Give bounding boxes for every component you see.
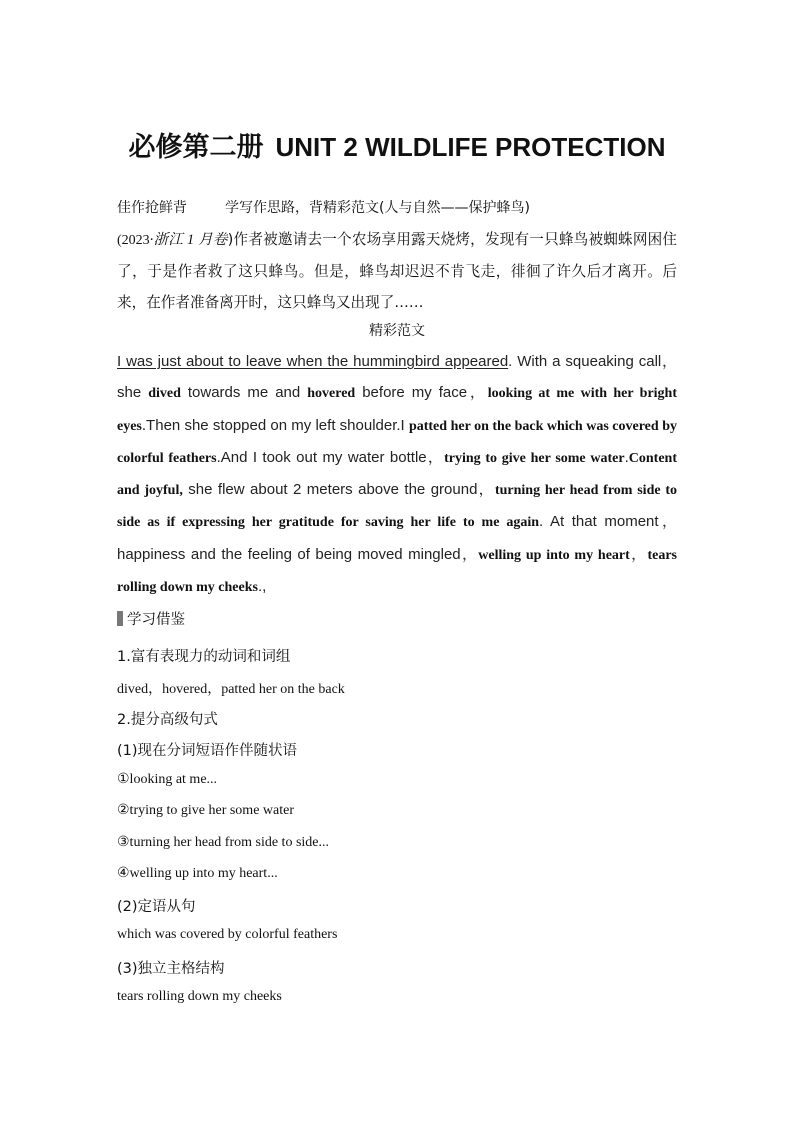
essay-text: towards me and <box>180 384 308 402</box>
page-title <box>117 125 677 164</box>
essay-highlight: welling up into my heart <box>478 547 630 563</box>
learn-heading <box>117 608 185 629</box>
learn-heading-text: 学习借鉴 <box>127 612 185 628</box>
section-marker-icon <box>117 611 123 626</box>
intro-heading-right: 学写作思路，背精彩范文(人与自然——保护蜂鸟) <box>225 200 530 216</box>
intro-heading-left: 佳作抢鲜背 <box>117 200 187 216</box>
essay-highlight: trying to give her some water <box>444 450 625 466</box>
essay-underlined-sentence: I was just about to leave when the hummingbird appeared <box>117 353 509 370</box>
sample-essay <box>117 346 677 603</box>
sample-heading: 精彩范文 <box>369 323 425 339</box>
essay-highlight: turning her head from side to side as if expressing her gratitude for saving her life to me again <box>117 483 678 531</box>
essay-text: .And I took out my water bottle， <box>216 448 445 466</box>
essay-highlight: looking at me with her bright eyes <box>117 386 678 434</box>
title-cn: 必修第二册 <box>128 132 264 163</box>
intro-year: (2023 <box>117 233 150 248</box>
intro-paragraph <box>117 224 677 318</box>
sub1-title: (1)现在分词短语作伴随状语 <box>117 743 298 759</box>
title-en: UNIT 2 WILDLIFE PROTECTION <box>275 132 666 162</box>
essay-text: .Then she stopped on my left shoulder.I <box>141 416 409 434</box>
sub1-item: ②trying to give her some water <box>117 803 295 818</box>
item1-title: 1.富有表现力的动词和词组 <box>117 649 291 665</box>
intro-source: ·浙江 1 月卷 <box>149 232 228 248</box>
item1-text: dived，hovered，patted her on the back <box>117 682 345 697</box>
essay-text: . With a squeaking call，she <box>117 353 678 402</box>
sub3-title: (3)独立主格结构 <box>117 961 225 977</box>
sub3-text: tears rolling down my cheeks <box>117 989 282 1004</box>
item2-title: 2.提分高级句式 <box>117 712 218 728</box>
sub1-item: ①looking at me... <box>117 772 218 787</box>
sub1-item: ③turning her head from side to side... <box>117 835 330 850</box>
sub2-title: (2)定语从句 <box>117 899 196 915</box>
intro-text: )作者被邀请去一个农场享用露天烧烤，发现有一只蜂鸟被蜘蛛网困住了，于是作者救了这只蜂鸟。但是，蜂鸟却迟迟不肯飞走，徘徊了许久后才离开。后来，在作者准备离开时，这只蜂鸟又出现了…… <box>117 231 677 311</box>
essay-highlight: tears rolling down my cheeks <box>117 547 677 596</box>
intro-heading <box>117 197 530 217</box>
essay-highlight: dived <box>148 386 181 402</box>
essay-text: ., <box>257 578 267 596</box>
essay-text: she flew about 2 meters above the ground， <box>182 481 495 499</box>
essay-text: . <box>624 448 629 466</box>
essay-highlight: Content and joyful, <box>117 450 677 499</box>
essay-highlight: patted her on the back which was covered by colorful feathers <box>117 418 677 466</box>
essay-text: . At that moment，happiness and the feeling of being moved mingled， <box>117 513 677 563</box>
sub1-item: ④welling up into my heart... <box>117 866 278 881</box>
essay-text: ， <box>629 545 648 563</box>
sub2-text: which was covered by colorful feathers <box>117 927 338 942</box>
essay-highlight: hovered <box>307 386 356 402</box>
essay-text: before my face， <box>355 384 488 402</box>
